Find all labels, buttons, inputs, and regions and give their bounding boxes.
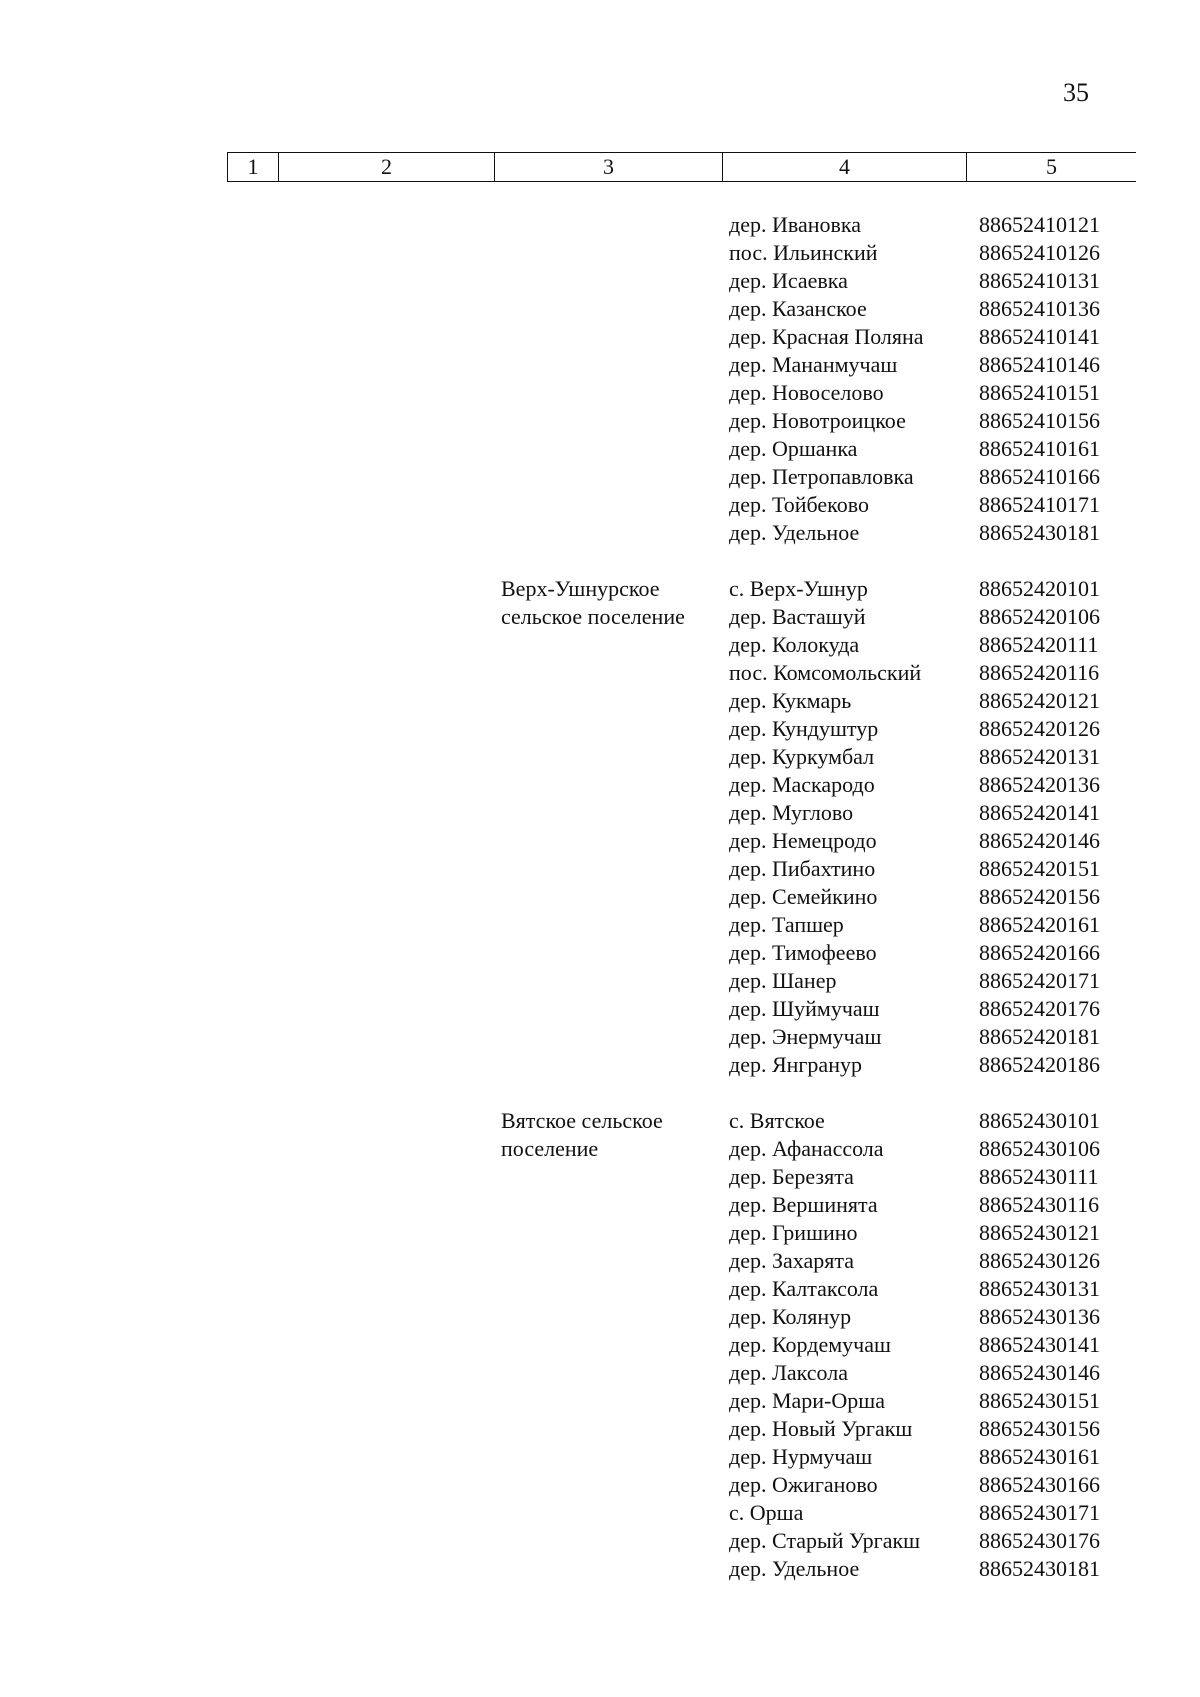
locality-name: дер. Оршанка [729,436,858,461]
table-row [0,1555,1200,1583]
locality-name: дер. Кордемучаш [729,1332,891,1357]
table-row [0,351,1200,379]
table-row [0,211,1200,239]
table-row [0,267,1200,295]
oktmo-code: 88652410151 [979,380,1100,405]
header-col-1: 1 [227,153,278,181]
locality-name: дер. Янгранур [729,1052,862,1077]
table-row [0,1051,1200,1079]
settlement-name-line: Верх-Ушнурское [501,576,660,601]
table-row [0,687,1200,715]
oktmo-code: 88652430146 [979,1360,1100,1385]
table-row [0,1275,1200,1303]
table-row [0,1443,1200,1471]
oktmo-code: 88652430116 [979,1192,1100,1217]
table-row [0,743,1200,771]
oktmo-code: 88652430171 [979,1500,1100,1525]
oktmo-code: 88652430181 [979,1556,1100,1581]
oktmo-code: 88652430181 [979,520,1100,545]
locality-name: дер. Мананмучаш [729,352,898,377]
oktmo-code: 88652430131 [979,1276,1100,1301]
locality-name: дер. Ожиганово [729,1472,878,1497]
locality-name: дер. Казанское [729,296,867,321]
table-row [0,295,1200,323]
locality-name: дер. Лаксола [729,1360,849,1385]
table-row [0,1163,1200,1191]
table-row [0,715,1200,743]
table-body [0,211,1200,1611]
oktmo-code: 88652420131 [979,744,1100,769]
locality-name: дер. Кукмарь [729,688,852,713]
header-col-2: 2 [278,153,494,181]
locality-name: дер. Немецродо [729,828,877,853]
oktmo-code: 88652410146 [979,352,1100,377]
oktmo-code: 88652430136 [979,1304,1100,1329]
locality-name: дер. Старый Ургакш [729,1528,921,1553]
table-row [0,799,1200,827]
locality-name: дер. Афанассола [729,1136,884,1161]
oktmo-code: 88652410131 [979,268,1100,293]
oktmo-code: 88652420106 [979,604,1100,629]
settlement-group [0,1107,1200,1583]
oktmo-code: 88652430141 [979,1332,1100,1357]
oktmo-code: 88652430166 [979,1472,1100,1497]
oktmo-code: 88652430121 [979,1220,1100,1245]
locality-name: дер. Исаевка [729,268,848,293]
oktmo-code: 88652430156 [979,1416,1100,1441]
oktmo-code: 88652410156 [979,408,1100,433]
locality-name: дер. Новоселово [729,380,884,405]
oktmo-code: 88652420166 [979,940,1100,965]
header-col-5: 5 [966,153,1136,181]
locality-name: дер. Шуймучаш [729,996,880,1021]
locality-name: дер. Энермучаш [729,1024,882,1049]
locality-name: дер. Маскародо [729,772,875,797]
locality-name: дер. Гришино [729,1220,858,1245]
locality-name: дер. Тимофеево [729,940,877,965]
oktmo-code: 88652420121 [979,688,1100,713]
table-row [0,491,1200,519]
table-row [0,1527,1200,1555]
oktmo-code: 88652420161 [979,912,1100,937]
oktmo-code: 88652430106 [979,1136,1100,1161]
settlement-group [0,575,1200,1079]
oktmo-code: 88652420116 [979,660,1100,685]
table-row [0,883,1200,911]
oktmo-code: 88652410171 [979,492,1100,517]
locality-name: дер. Муглово [729,800,854,825]
table-row [0,407,1200,435]
settlement-name-line: поселение [501,1136,599,1161]
table-row [0,379,1200,407]
oktmo-code: 88652430151 [979,1388,1100,1413]
table-row [0,463,1200,491]
oktmo-code: 88652430126 [979,1248,1100,1273]
locality-name: дер. Калтаксола [729,1276,879,1301]
oktmo-code: 88652430111 [979,1164,1099,1189]
locality-name: дер. Новый Ургакш [729,1416,913,1441]
locality-name: дер. Удельное [729,1556,860,1581]
locality-name: пос. Ильинский [729,240,878,265]
locality-name: дер. Новотроицкое [729,408,906,433]
table-row [0,995,1200,1023]
table-row [0,239,1200,267]
locality-name: дер. Колянур [729,1304,852,1329]
table-row [0,659,1200,687]
table-row [0,1191,1200,1219]
header-col-3: 3 [494,153,722,181]
locality-name: дер. Колокуда [729,632,860,657]
locality-name: дер. Красная Поляна [729,324,924,349]
locality-name: дер. Кундуштур [729,716,879,741]
locality-name: дер. Пибахтино [729,856,876,881]
locality-name: с. Вятское [729,1108,825,1133]
locality-name: дер. Тапшер [729,912,844,937]
oktmo-code: 88652420156 [979,884,1100,909]
locality-name: пос. Комсомольский [729,660,922,685]
page-number: 35 [1063,78,1089,107]
table-row [0,911,1200,939]
oktmo-code: 88652410126 [979,240,1100,265]
oktmo-code: 88652420136 [979,772,1100,797]
oktmo-code: 88652420141 [979,800,1100,825]
settlement-name [501,575,721,631]
oktmo-code: 88652410121 [979,212,1100,237]
locality-name: дер. Ивановка [729,212,861,237]
oktmo-code: 88652430101 [979,1108,1100,1133]
oktmo-code: 88652420176 [979,996,1100,1021]
oktmo-code: 88652420111 [979,632,1099,657]
locality-name: дер. Куркумбал [729,744,875,769]
settlement-group [0,211,1200,547]
locality-name: дер. Березята [729,1164,854,1189]
table-row [0,967,1200,995]
locality-name: дер. Удельное [729,520,860,545]
oktmo-code: 88652430161 [979,1444,1100,1469]
table-row [0,519,1200,547]
oktmo-code: 88652420101 [979,576,1100,601]
locality-name: дер. Шанер [729,968,837,993]
locality-name: дер. Вершинята [729,1192,878,1217]
table-row [0,827,1200,855]
table-row [0,771,1200,799]
locality-name: дер. Тойбеково [729,492,869,517]
table-row [0,1499,1200,1527]
table-row [0,1219,1200,1247]
table-row [0,855,1200,883]
table-row [0,1303,1200,1331]
oktmo-code: 88652420126 [979,716,1100,741]
locality-name: с. Орша [729,1500,804,1525]
table-header [227,152,1136,182]
oktmo-code: 88652420181 [979,1024,1100,1049]
oktmo-code: 88652420171 [979,968,1100,993]
locality-name: дер. Мари-Орша [729,1388,885,1413]
locality-name: дер. Нурмучаш [729,1444,873,1469]
locality-name: дер. Петропавловка [729,464,914,489]
table-row [0,1331,1200,1359]
locality-name: дер. Васташуй [729,604,866,629]
table-row [0,323,1200,351]
table-row [0,1387,1200,1415]
oktmo-code: 88652410136 [979,296,1100,321]
locality-name: с. Верх-Ушнур [729,576,868,601]
table-row [0,1359,1200,1387]
oktmo-code: 88652410166 [979,464,1100,489]
table-row [0,1471,1200,1499]
settlement-name-line: сельское поселение [501,604,685,629]
oktmo-code: 88652410141 [979,324,1100,349]
settlement-name [501,1107,721,1163]
oktmo-code: 88652410161 [979,436,1100,461]
table-row [0,1247,1200,1275]
oktmo-code: 88652430176 [979,1528,1100,1553]
oktmo-code: 88652420186 [979,1052,1100,1077]
header-col-4: 4 [722,153,966,181]
table-row [0,1023,1200,1051]
table-row [0,435,1200,463]
oktmo-code: 88652420151 [979,856,1100,881]
table-row [0,939,1200,967]
table-row [0,631,1200,659]
oktmo-code: 88652420146 [979,828,1100,853]
locality-name: дер. Семейкино [729,884,878,909]
locality-name: дер. Захарята [729,1248,854,1273]
table-row [0,1415,1200,1443]
settlement-name-line: Вятское сельское [501,1108,663,1133]
